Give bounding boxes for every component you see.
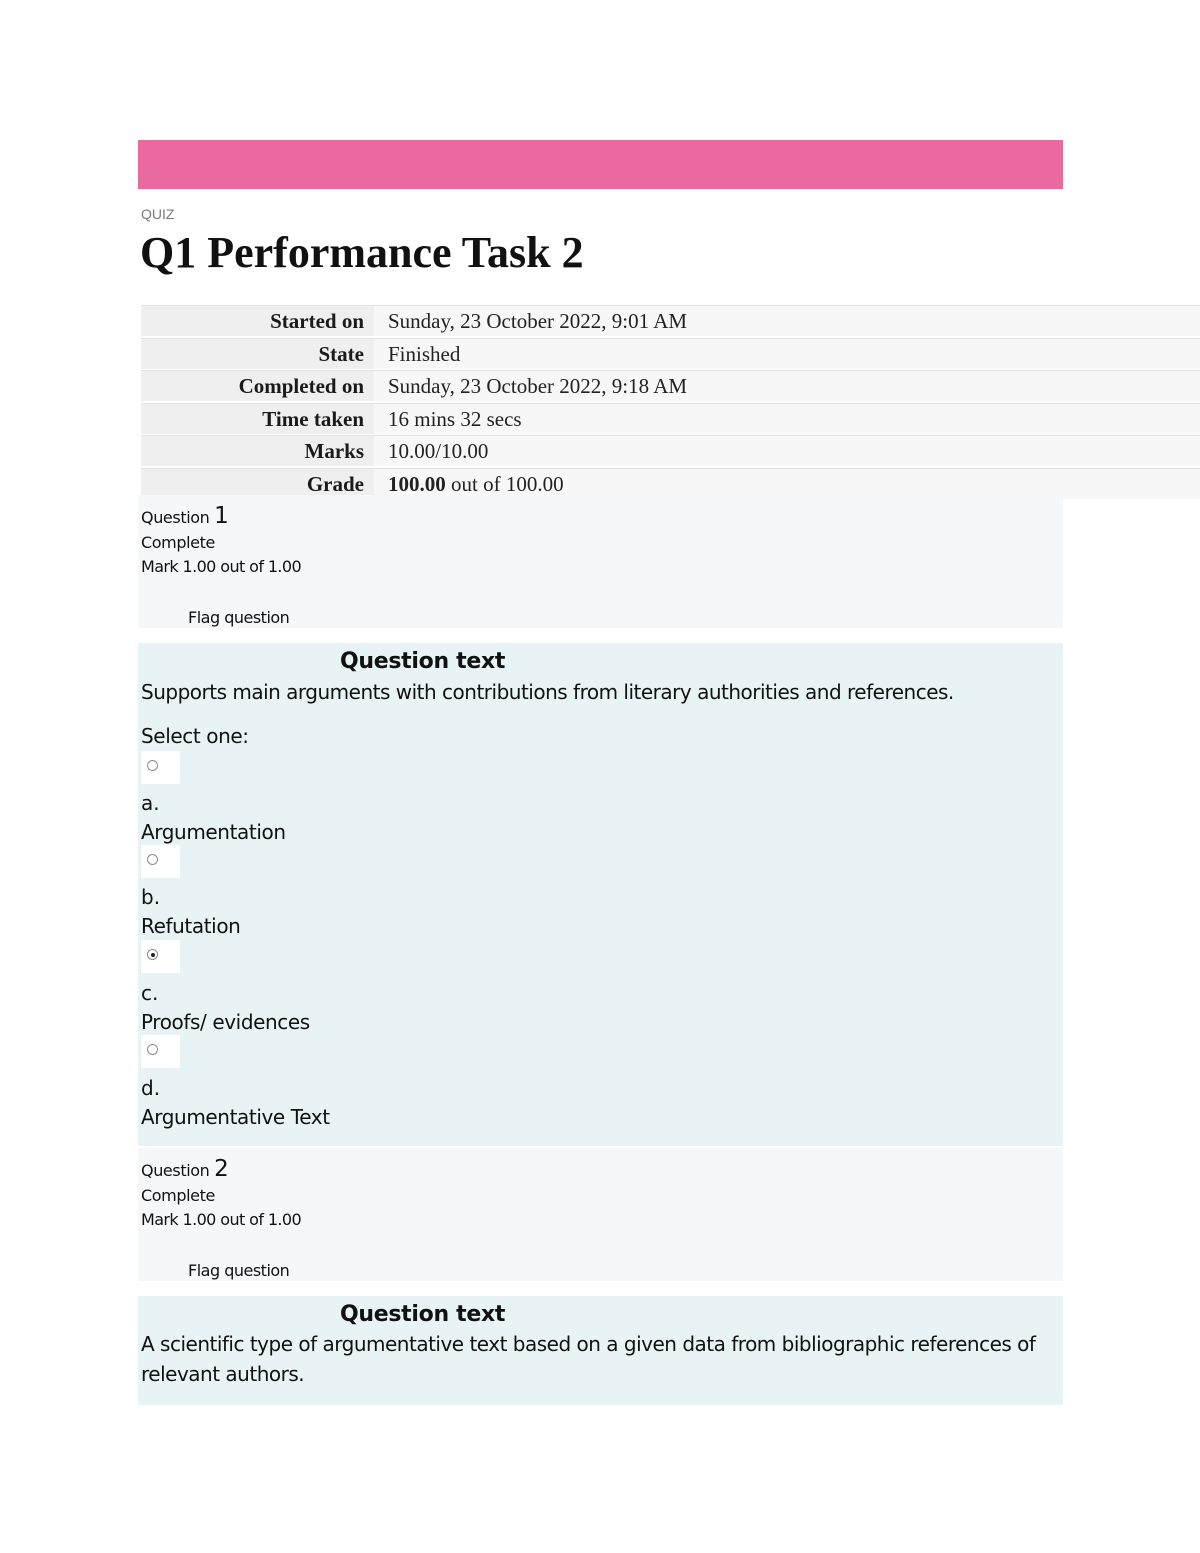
summary-row-time-taken (141, 403, 1200, 434)
summary-value: 10.00/10.00 (374, 436, 1200, 466)
summary-value (374, 469, 1200, 499)
summary-row-completed-on (141, 370, 1200, 401)
answer-option-a-radio-cell (141, 751, 180, 784)
question-2-content (138, 1296, 1063, 1405)
summary-label: Marks (141, 436, 374, 466)
grade-out-of: out of 100.00 (445, 471, 564, 496)
question-grade: Mark 1.00 out of 1.00 (141, 1210, 302, 1229)
option-letter: a. (141, 791, 160, 815)
question-number-value: 2 (214, 1156, 229, 1182)
answer-option-c-radio-cell (141, 940, 180, 973)
option-label[interactable]: Proofs/ evidences (141, 1010, 310, 1034)
question-number-value: 1 (214, 503, 229, 529)
answer-radio[interactable] (147, 760, 158, 771)
question-state: Complete (141, 533, 215, 552)
answer-radio-selected[interactable] (147, 949, 158, 960)
summary-value: Sunday, 23 October 2022, 9:18 AM (374, 371, 1200, 401)
page-title: Q1 Performance Task 2 (140, 228, 584, 277)
answer-radio[interactable] (147, 854, 158, 865)
question-grade: Mark 1.00 out of 1.00 (141, 557, 302, 576)
summary-value: Sunday, 23 October 2022, 9:01 AM (374, 306, 1200, 336)
question-1-info (138, 495, 1063, 628)
header-banner (138, 140, 1063, 189)
question-label: Question (141, 1161, 210, 1180)
answer-option-b-radio-cell (141, 845, 180, 878)
option-label[interactable]: Refutation (141, 914, 241, 938)
question-text-heading: Question text (340, 1302, 506, 1327)
activity-type-label: QUIZ (141, 206, 175, 222)
option-letter: d. (141, 1076, 161, 1100)
answer-option-d-radio-cell (141, 1035, 180, 1068)
summary-row-state (141, 338, 1200, 369)
summary-value: Finished (374, 339, 1200, 369)
summary-row-marks (141, 435, 1200, 466)
option-label[interactable]: Argumentative Text (141, 1105, 330, 1129)
summary-row-started-on (141, 305, 1200, 336)
option-letter: b. (141, 885, 161, 909)
summary-label: Grade (141, 469, 374, 499)
question-number (141, 1156, 228, 1182)
question-number (141, 503, 228, 529)
question-2-info (138, 1148, 1063, 1281)
summary-label: Completed on (141, 371, 374, 401)
question-text: Supports main arguments with contributions from literary authorities and references. (141, 680, 954, 704)
select-one-prompt: Select one: (141, 724, 249, 748)
question-1-content (138, 643, 1063, 1146)
flag-question-link[interactable]: Flag question (188, 608, 290, 627)
question-label: Question (141, 508, 210, 527)
summary-label: State (141, 339, 374, 369)
grade-score: 100.00 (388, 471, 446, 496)
attempt-summary-table (141, 305, 1200, 499)
summary-label: Started on (141, 306, 374, 336)
question-text: A scientific type of argumentative text based on a given data from bibliographic references of relevant authors. (141, 1332, 1036, 1386)
summary-row-grade (141, 468, 1200, 499)
question-text-heading: Question text (340, 649, 506, 674)
option-label[interactable]: Argumentation (141, 820, 286, 844)
summary-value: 16 mins 32 secs (374, 404, 1200, 434)
flag-question-link[interactable]: Flag question (188, 1261, 290, 1280)
answer-radio[interactable] (147, 1044, 158, 1055)
question-state: Complete (141, 1186, 215, 1205)
option-letter: c. (141, 981, 159, 1005)
summary-label: Time taken (141, 404, 374, 434)
